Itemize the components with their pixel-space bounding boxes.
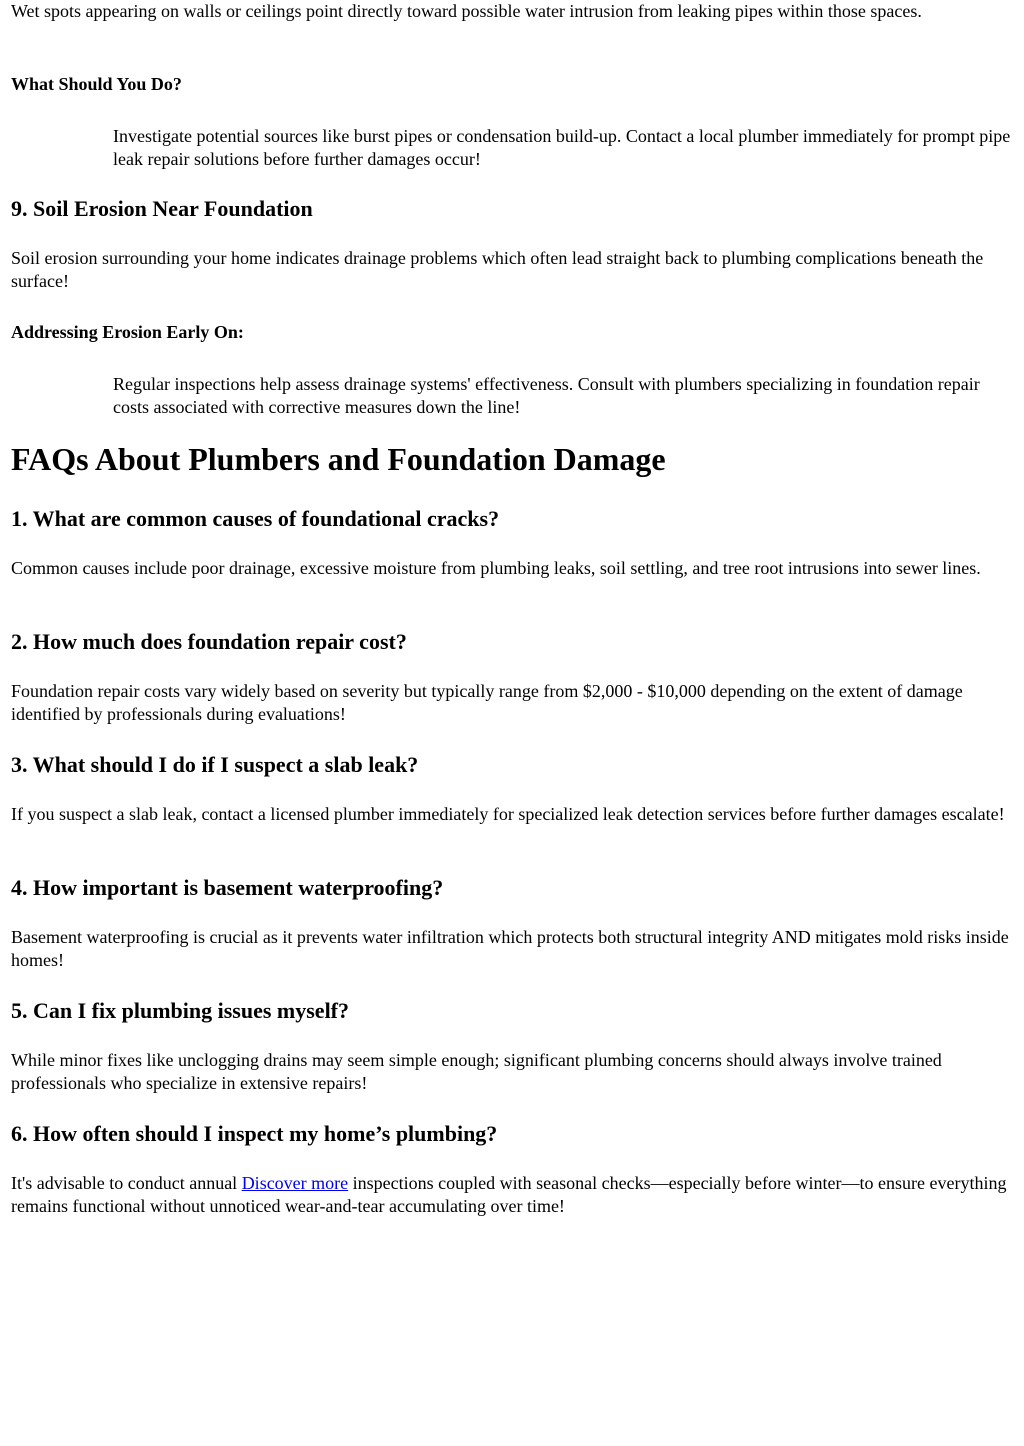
faq-question-1: 1. What are common causes of foundational cracks? xyxy=(11,506,500,531)
faq-question-6: 6. How often should I inspect my home’s plumbing? xyxy=(11,1121,498,1146)
what-should-you-do-quote: Investigate potential sources like burst pipes or condensation build-up. Contact a local plumber immediately for prompt pipe leak repair solutions before further damages occur! xyxy=(113,126,1011,169)
faq-answer-2: Foundation repair costs vary widely based on severity but typically range from $2,000 - $10,000 depending on the extent of damage identified by professionals during evaluations! xyxy=(11,681,963,724)
addressing-erosion-quote: Regular inspections help assess drainage systems' effectiveness. Consult with plumbers specializing in foundation repair costs associated with corrective measures down the line! xyxy=(113,374,980,417)
faq-question-3: 3. What should I do if I suspect a slab leak? xyxy=(11,752,419,777)
faq-answer-6-after: inspections coupled with seasonal checks—especially before winter—to ensure everything remains functional without unnoticed wear-and-tear accumulating over time! xyxy=(11,1173,1007,1216)
soil-erosion-heading: 9. Soil Erosion Near Foundation xyxy=(11,196,313,221)
faq-answer-4: Basement waterproofing is crucial as it prevents water infiltration which protects both structural integrity AND mitigates mold risks inside homes! xyxy=(11,927,1009,970)
discover-more-link[interactable]: Discover more xyxy=(241,1173,349,1193)
addressing-erosion-heading: Addressing Erosion Early On: xyxy=(11,322,244,342)
faq-answer-6 xyxy=(11,1172,1013,1218)
soil-erosion-paragraph: Soil erosion surrounding your home indicates drainage problems which often lead straight back to plumbing complications beneath the surface! xyxy=(11,248,984,291)
faq-answer-1: Common causes include poor drainage, excessive moisture from plumbing leaks, soil settling, and tree root intrusions into sewer lines. xyxy=(11,558,981,578)
faq-answer-5: While minor fixes like unclogging drains may seem simple enough; significant plumbing concerns should always involve trained professionals who specialize in extensive repairs! xyxy=(11,1050,942,1093)
faqs-title: FAQs About Plumbers and Foundation Damage xyxy=(11,441,666,477)
faq-answer-3: If you suspect a slab leak, contact a licensed plumber immediately for specialized leak detection services before further damages escalate! xyxy=(11,804,1005,824)
faq-question-2: 2. How much does foundation repair cost? xyxy=(11,629,407,654)
intro-paragraph: Wet spots appearing on walls or ceilings point directly toward possible water intrusion from leaking pipes within those spaces. xyxy=(11,1,922,21)
faq-answer-6-before: It's advisable to conduct annual xyxy=(11,1173,242,1193)
faq-question-5: 5. Can I fix plumbing issues myself? xyxy=(11,998,350,1023)
what-should-you-do-heading: What Should You Do? xyxy=(11,74,182,94)
faq-question-4: 4. How important is basement waterproofing? xyxy=(11,875,444,900)
